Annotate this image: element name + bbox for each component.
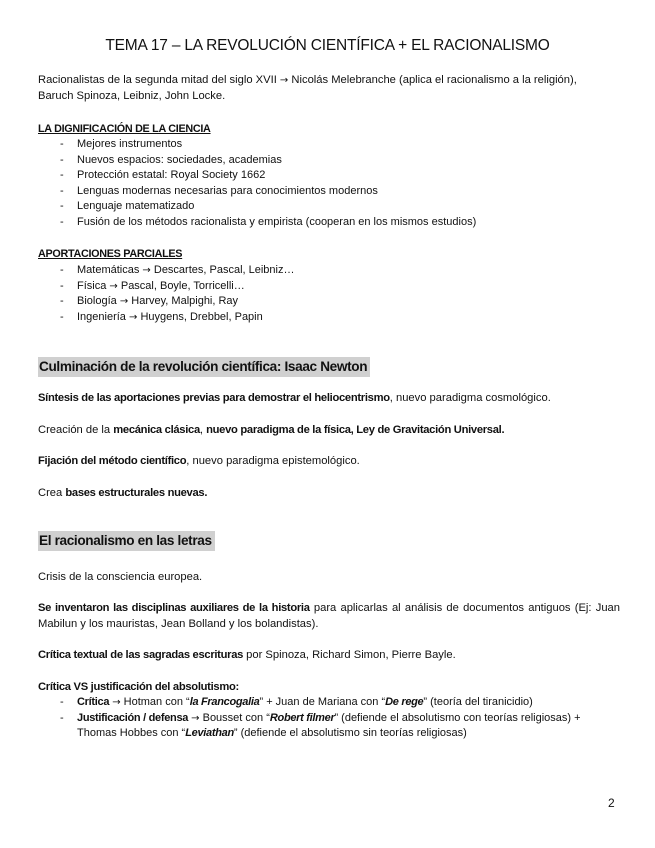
section-heading-newton: Culminación de la revolución científica: Isaac Newton bbox=[38, 357, 370, 377]
work-title: la Francogalia bbox=[189, 696, 260, 708]
text: por Spinoza, Richard Simon, Pierre Bayle. bbox=[243, 649, 456, 661]
names: Harvey, Malpighi, Ray bbox=[128, 295, 239, 308]
names: Descartes, Pascal, Leibniz… bbox=[150, 264, 295, 276]
letras-paragraph-1: Crisis de la consciencia europea. bbox=[38, 571, 203, 583]
text: Crea bbox=[38, 487, 66, 499]
intro-text-cont: Nicolás Melebranche (aplica el racionalismo a la religión), bbox=[288, 74, 577, 86]
newton-paragraph-2 bbox=[38, 423, 620, 439]
bold-text: Fijación del método científico bbox=[38, 455, 187, 467]
text: ” + Juan de Mariana con “ bbox=[259, 696, 386, 708]
bold-text: mecánica clásica bbox=[113, 424, 200, 436]
letras-subheading bbox=[38, 680, 620, 696]
list-item bbox=[60, 294, 620, 310]
heading-aportaciones: APORTACIONES PARCIALES bbox=[38, 248, 183, 260]
text: , bbox=[199, 424, 207, 436]
arrow-icon: → bbox=[279, 75, 289, 86]
arrow-icon: → bbox=[119, 296, 129, 308]
arrow-icon: → bbox=[129, 311, 138, 323]
label: Crítica bbox=[77, 696, 110, 708]
text: Creación de la bbox=[38, 424, 114, 436]
bold-text: bases estructurales nuevas. bbox=[65, 487, 208, 499]
work-title: Leviathan bbox=[185, 727, 234, 740]
newton-paragraph-1 bbox=[38, 391, 620, 407]
text: ” (defiende el absolutismo con teorías religiosas) + Thomas Hobbes con “ bbox=[77, 711, 581, 740]
names: Pascal, Boyle, Torricelli… bbox=[117, 279, 245, 292]
list-item: - Mejores instrumentos bbox=[60, 137, 620, 153]
work-title: De rege bbox=[385, 696, 424, 708]
list-item bbox=[60, 310, 620, 326]
intro-text: Racionalistas de la segunda mitad del siglo XVII bbox=[38, 74, 277, 86]
bold-text: nuevo paradigma de la física, Ley de Gravitación Universal. bbox=[206, 424, 505, 436]
list-dignificacion bbox=[60, 137, 620, 231]
newton-paragraph-4 bbox=[38, 486, 620, 502]
label: Justificación / defensa bbox=[77, 711, 189, 724]
text: , nuevo paradigma epistemológico. bbox=[186, 455, 360, 467]
letras-paragraph-3 bbox=[38, 648, 620, 664]
field-name: Biología bbox=[77, 295, 117, 308]
list-item bbox=[60, 263, 620, 279]
list-aportaciones bbox=[60, 263, 620, 325]
bold-text: Se inventaron las disciplinas auxiliares de la historia bbox=[38, 602, 310, 614]
heading-dignificacion: LA DIGNIFICACIÓN DE LA CIENCIA bbox=[38, 123, 211, 135]
text: , nuevo paradigma cosmológico. bbox=[389, 392, 551, 404]
letras-paragraph-2 bbox=[38, 601, 620, 632]
list-item: - Nuevos espacios: sociedades, academias bbox=[60, 153, 620, 169]
list-item-critica bbox=[60, 695, 622, 711]
intro-paragraph bbox=[38, 73, 620, 104]
list-item: - Fusión de los métodos racionalista y empirista (cooperan en los mismos estudios) bbox=[60, 215, 620, 231]
field-name: Matemáticas bbox=[77, 264, 140, 276]
names: Huygens, Drebbel, Papin bbox=[137, 310, 263, 323]
arrow-icon: → bbox=[109, 280, 118, 292]
work-title: Robert filmer bbox=[269, 711, 335, 724]
field-name: Física bbox=[77, 279, 107, 292]
intro-text-line2: Baruch Spinoza, Leibniz, John Locke. bbox=[38, 89, 226, 102]
page-number: 2 bbox=[608, 796, 615, 810]
newton-paragraph-3 bbox=[38, 454, 620, 470]
text: ” (defiende el absolutismo sin teorías religiosas) bbox=[233, 727, 467, 740]
section-heading-letras: El racionalismo en las letras bbox=[38, 531, 215, 551]
text: para aplicarlas al análisis de documentos antiguos (Ej: Juan Mabilun y los mauristas, Jean Bolland y los bolandistas). bbox=[38, 602, 620, 630]
list-item: - Protección estatal: Royal Society 1662 bbox=[60, 168, 620, 184]
page-title: TEMA 17 – LA REVOLUCIÓN CIENTÍFICA + EL RACIONALISMO bbox=[105, 37, 550, 54]
list-critica-justificacion bbox=[60, 695, 622, 742]
text: ” (teoría del tiranicidio) bbox=[423, 696, 533, 708]
arrow-icon: → bbox=[191, 712, 200, 724]
arrow-icon: → bbox=[142, 265, 151, 276]
bold-text: Crítica VS justificación del absolutismo: bbox=[38, 681, 239, 693]
list-item: - Lenguaje matematizado bbox=[60, 199, 620, 215]
bold-text: Síntesis de las aportaciones previas para demostrar el heliocentrismo bbox=[38, 392, 390, 404]
list-item-justificacion bbox=[60, 711, 622, 742]
text: Bousset con “ bbox=[199, 711, 270, 724]
text: Hotman con “ bbox=[120, 696, 190, 708]
field-name: Ingeniería bbox=[77, 310, 126, 323]
list-item: - Lenguas modernas necesarias para conocimientos modernos bbox=[60, 184, 620, 200]
bold-text: Crítica textual de las sagradas escrituras bbox=[38, 649, 244, 661]
arrow-icon: → bbox=[112, 697, 121, 708]
list-item bbox=[60, 279, 620, 295]
